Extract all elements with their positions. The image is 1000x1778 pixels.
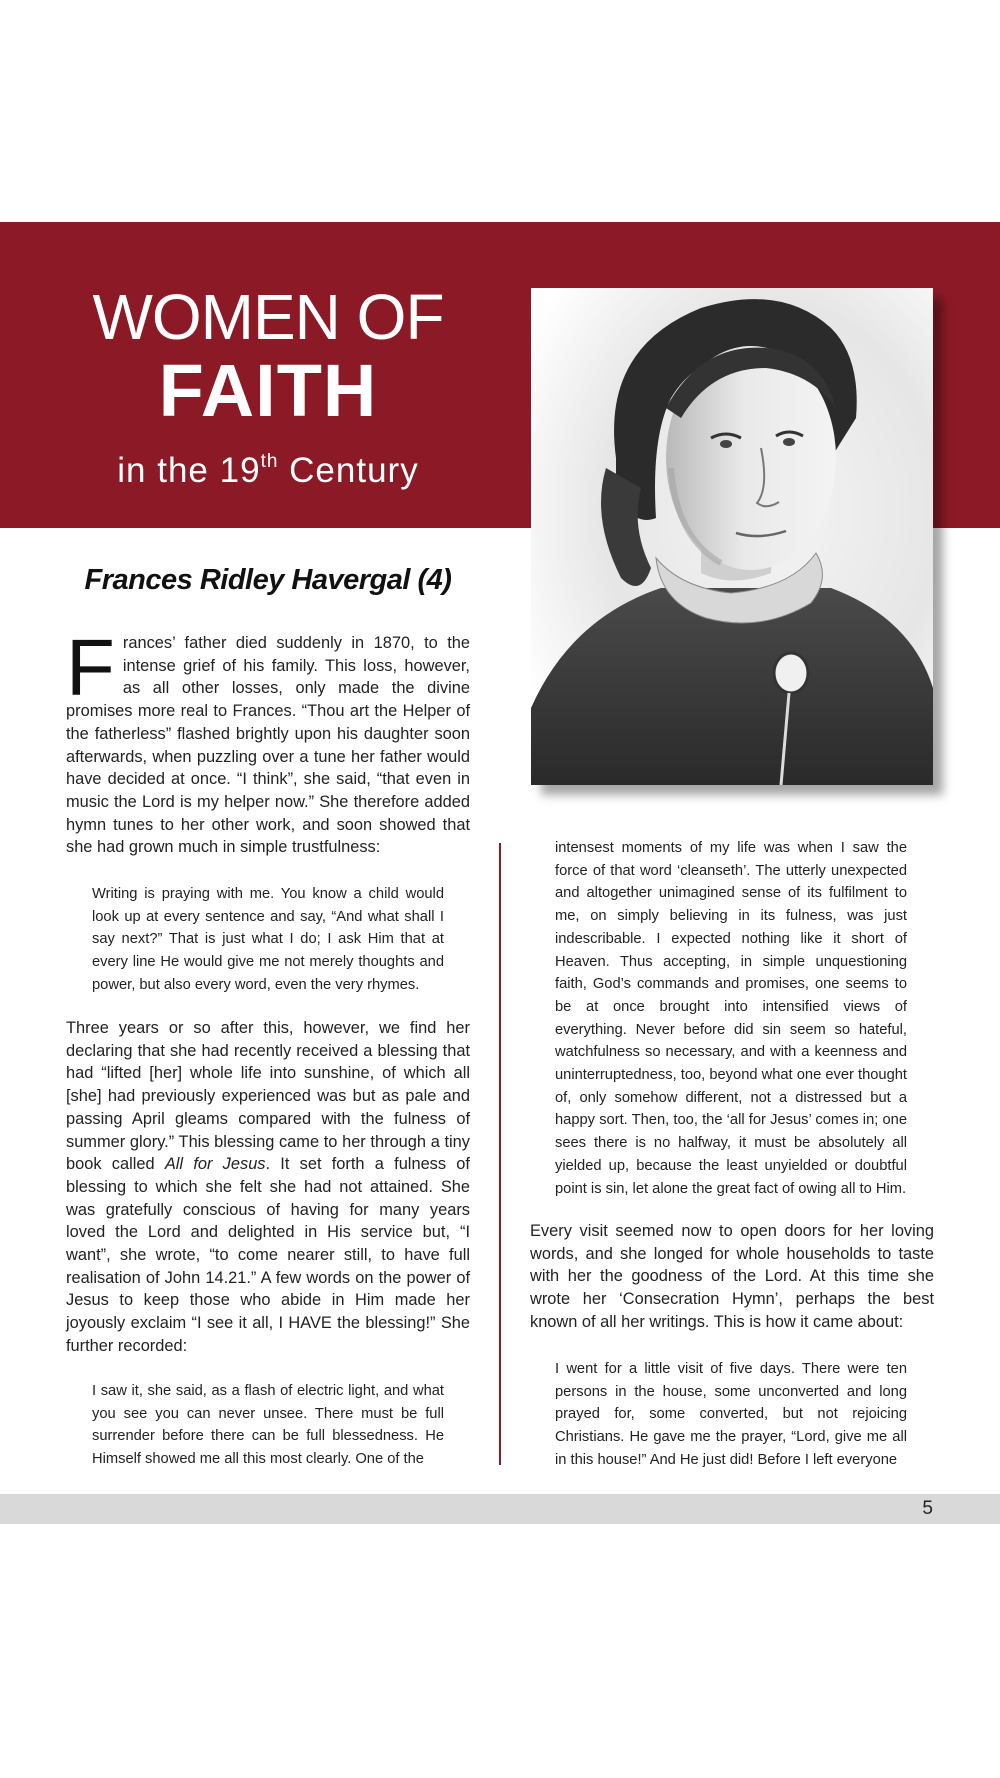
block-quote-2-start [92, 1380, 444, 1471]
series-title-line3-post: Century [278, 451, 419, 490]
paragraph-2-text-a: Three years or so after this, however, we find her declaring that she had recently received a blessing that had “lifted [her] whole life into sunshine, of which all [she] had previously experienced was but as pale and passing April gleams compared with the fulness of summer glory.” This blessing came to her through a tiny book called [66, 1019, 470, 1174]
block-quote-2-text-a: I saw it, she said, as a flash of electric light, and what you see you can never unsee. There must be full surrender before there can be full blessedness. He Himself showed me all this most clearly. One of the [92, 1383, 444, 1468]
block-quote-1 [92, 883, 444, 997]
article-title: Frances Ridley Havergal (4) [84, 564, 452, 596]
series-title-line3-pre: in the 19 [117, 451, 261, 490]
series-title-line3 [0, 440, 536, 493]
block-quote-2-text-b: intensest moments of my life was when I saw the force of that word ‘cleanseth’. The utterly unexpected and altogether unimagined sense of its fulfilment to me, on simply believing in its fulness, was just indescribable. I expected nothing like it short of Heaven. Thus accepting, in simple unquestioning faith, God’s commands and promises, one seems to be at once brought into intensified views of everything. Never before did sin seem so hateful, watchfulness so necessary, and with a keenness and uninterruptedness, too, beyond what one ever thought of, only somehow different, not a distressed but a happy sort. Then, too, the ‘all for Jesus’ comes in; one sees there is no halfway, it must be absolutely all yielded up, because the least unyielded or doubtful point is sin, let alone the great fact of owing all to Him. [555, 840, 907, 1197]
block-quote-1-text: Writing is praying with me. You know a child would look up at every sentence and say, “And what shall I say next?” That is just what I do; I ask Him that at every line He would give me not merely thoughts and power, but also every word, even the very rhymes. [92, 886, 444, 993]
block-quote-2-continued [555, 837, 907, 1200]
column-divider [499, 843, 501, 1465]
paragraph-1-text: rances’ father died suddenly in 1870, to the intense grief of his family. This loss, however, as all other losses, only made the divine promises more real to Frances. “Thou art the Helper of the fatherless” flashed brightly upon his daughter soon afterwards, when puzzling over a tune her father would have decided at once. “I think”, she said, “that even in music the Lord is my helper now.” She therefore added hymn tunes to her other work, and soon showed that she had grown much in simple trustfulness: [66, 634, 470, 857]
series-title-line1: WOMEN OF [92, 281, 444, 353]
paragraph-2 [66, 1017, 470, 1358]
book-title: All for Jesus [164, 1155, 266, 1174]
series-title-line3-sup: th [260, 451, 279, 472]
drop-cap: F [66, 623, 115, 712]
paragraph-2-text-b: . It set forth a fulness of blessing to which she felt she had not attained. She was gratefully conscious of having for many years loved the Lord and delighted in His service but, “I want”, she wrote, “to come nearer still, to have full realisation of John 14.21.” A few words on the power of Jesus to keep those who abide in Him made her joyously exclaim “I see it all, I HAVE the blessing!” She further recorded: [66, 1155, 470, 1355]
page-number: 5 [922, 1498, 933, 1519]
portrait-engraving [531, 288, 933, 785]
page-footer [0, 1494, 1000, 1524]
paragraph-3 [530, 1220, 934, 1334]
portrait-image [531, 288, 933, 785]
block-quote-3-text: I went for a little visit of five days. There were ten persons in the house, some unconverted and long prayed for, some converted, but not rejoicing Christians. He gave me the prayer, “Lord, give me all in this house!” And He just did! Before I left everyone [555, 1361, 907, 1468]
series-title-line2: FAITH [158, 349, 378, 432]
paragraph-1 [66, 623, 470, 859]
block-quote-3 [555, 1358, 907, 1472]
paragraph-3-text: Every visit seemed now to open doors for her loving words, and she longed for whole households to taste with her the goodness of the Lord. At this time she wrote her ‘Consecration Hymn’, perhaps the best known of all her writings. This is how it came about: [530, 1222, 934, 1331]
